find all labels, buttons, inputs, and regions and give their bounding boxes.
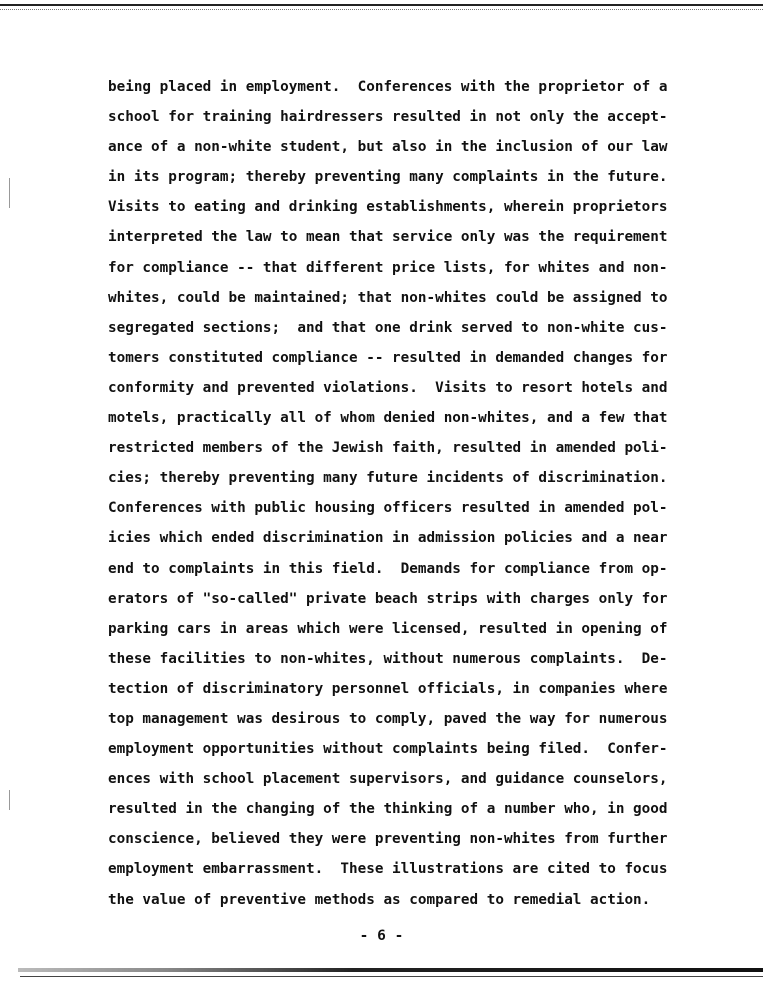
text-line: employment embarrassment. These illustrations are cited to focus xyxy=(108,861,668,878)
text-line: the value of preventive methods as compared to remedial action. xyxy=(108,891,651,908)
text-line: end to complaints in this field. Demands for compliance from op- xyxy=(108,560,668,577)
text-line: being placed in employment. Conferences with the proprietor of a xyxy=(108,79,668,95)
text-line: erators of "so-called" private beach strips with charges only for xyxy=(108,590,668,607)
text-line: interpreted the law to mean that service only was the requirement xyxy=(108,229,668,246)
text-line: resulted in the changing of the thinking of a number who, in good xyxy=(108,801,668,818)
text-line: in its program; thereby preventing many complaints in the future. xyxy=(108,169,668,186)
text-line: conformity and prevented violations. Visits to resort hotels and xyxy=(108,379,668,396)
text-line: ance of a non-white student, but also in the inclusion of our law xyxy=(108,139,668,156)
text-line: Visits to eating and drinking establishments, wherein proprietors xyxy=(108,199,668,216)
text-line: tomers constituted compliance -- resulted in demanded changes for xyxy=(108,349,668,366)
bottom-border-thin-line xyxy=(20,976,763,977)
text-line: cies; thereby preventing many future incidents of discrimination. xyxy=(108,470,668,487)
text-line: motels, practically all of whom denied non-whites, and a few that xyxy=(108,410,668,427)
text-line: school for training hairdressers resulted in not only the accept- xyxy=(108,109,668,126)
text-line: employment opportunities without complaints being filed. Confer- xyxy=(108,741,668,758)
text-line: restricted members of the Jewish faith, resulted in amended poli- xyxy=(108,440,668,457)
top-border-line xyxy=(0,4,763,6)
text-line: ences with school placement supervisors, and guidance counselors, xyxy=(108,771,668,788)
text-line: tection of discriminatory personnel officials, in companies where xyxy=(108,680,668,697)
bottom-border-line xyxy=(18,968,763,972)
body-paragraph xyxy=(108,72,708,915)
text-line: Conferences with public housing officers resulted in amended pol- xyxy=(108,500,668,517)
text-line: for compliance -- that different price lists, for whites and non- xyxy=(108,259,668,276)
margin-mark xyxy=(9,790,10,810)
text-line: conscience, believed they were preventing non-whites from further xyxy=(108,831,668,848)
text-line: icies which ended discrimination in admission policies and a near xyxy=(108,530,668,547)
top-border-dotted-line xyxy=(0,9,763,10)
margin-mark xyxy=(9,178,10,208)
page-number: - 6 - xyxy=(359,928,404,944)
text-line: parking cars in areas which were licensed, resulted in opening of xyxy=(108,620,668,637)
text-line: these facilities to non-whites, without numerous complaints. De- xyxy=(108,650,668,667)
text-line: whites, could be maintained; that non-whites could be assigned to xyxy=(108,289,668,306)
text-line: top management was desirous to comply, paved the way for numerous xyxy=(108,710,668,727)
text-line: segregated sections; and that one drink served to non-white cus- xyxy=(108,319,668,336)
